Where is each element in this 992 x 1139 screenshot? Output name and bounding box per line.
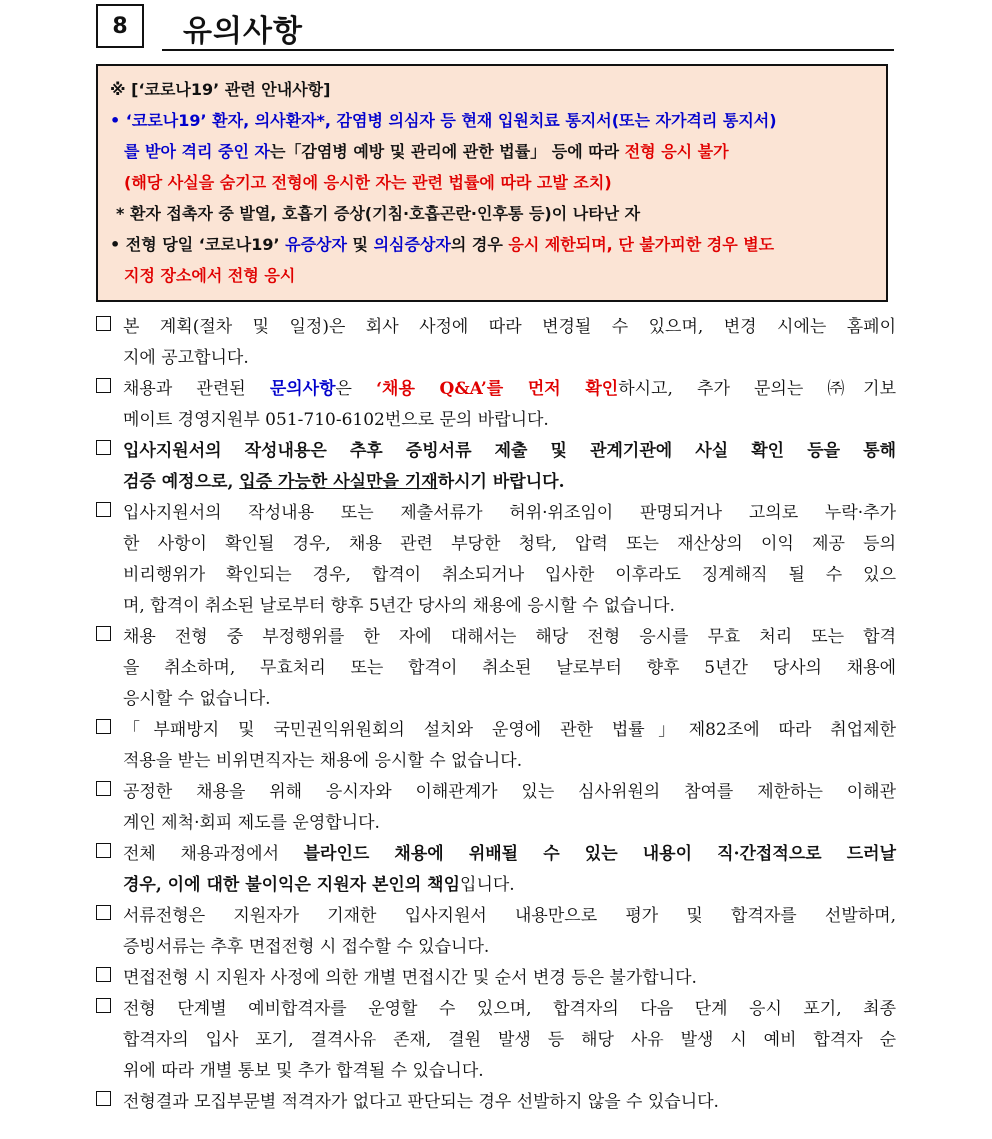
item-line: 서류전형은 지원자가 기재한 입사지원서 내용만으로 평가 및 합격자를 선발하며, xyxy=(123,906,896,926)
notice-text-blue: 를 받아 격리 중인 자 xyxy=(124,142,270,161)
list-item xyxy=(96,901,896,963)
notice-text: 및 xyxy=(346,235,374,254)
item-text: 하시고, 추가 문의는 ㈜기보 xyxy=(618,379,896,399)
item-line: 입사지원서의 작성내용 또는 제출서류가 허위·위조임이 판명되거나 고의로 누락·추가 xyxy=(123,503,896,523)
section-header xyxy=(96,4,894,52)
checkbox-square-icon xyxy=(96,1091,111,1106)
notice-text: 의 경우 xyxy=(450,235,509,254)
item-text-underlined: 입증 가능한 사실만을 기재 xyxy=(239,472,438,492)
list-item xyxy=(96,436,896,498)
checkbox-square-icon xyxy=(96,378,111,393)
item-text-blue: 문의사항 xyxy=(269,379,336,399)
notice-heading: ※ [‘코로나19’ 관련 안내사항] xyxy=(110,80,331,99)
item-line xyxy=(123,374,896,405)
item-line: 본 계획(절차 및 일정)은 회사 사정에 따라 변경될 수 있으며, 변경 시에는 홈페이 xyxy=(123,317,896,337)
section-number: 8 xyxy=(96,4,144,48)
list-item xyxy=(96,498,896,622)
notice-bullet-1-line-3: (해당 사실을 숨기고 전형에 응시한 자는 관련 법률에 따라 고발 조치) xyxy=(124,173,612,192)
item-text-bold: 경우, 이에 대한 불이익은 지원자 본인의 책임 xyxy=(123,875,461,895)
item-line: 합격자의 입사 포기, 결격사유 존재, 결원 발생 등 해당 사유 발생 시 예비 합격자 순 xyxy=(123,1030,896,1050)
item-text-red: ‘채용 Q&A’를 먼저 확인 xyxy=(376,379,619,399)
checkbox-square-icon xyxy=(96,626,111,641)
notice-text-blue: 의심증상자 xyxy=(373,235,451,254)
item-text: 전체 채용과정에서 xyxy=(123,844,304,864)
item-text: 은 xyxy=(335,379,377,399)
notice-bullet-2-line-1 xyxy=(110,229,876,260)
item-line xyxy=(123,870,896,901)
item-line: 을 취소하며, 무효처리 또는 합격이 취소된 날로부터 향후 5년간 당사의 채용에 xyxy=(123,658,896,678)
item-line: 면접전형 시 지원자 사정에 의한 개별 면접시간 및 순서 변경 등은 불가합니다. xyxy=(123,968,697,988)
item-text-bold: 블라인드 채용에 위배될 수 있는 내용이 직·간접적으로 드러날 xyxy=(303,844,896,864)
item-line: 응시할 수 없습니다. xyxy=(123,689,271,709)
item-line: 비리행위가 확인되는 경우, 합격이 취소되거나 입사한 이후라도 징계해직 될 수 있으 xyxy=(123,565,896,585)
list-item xyxy=(96,312,896,374)
list-item xyxy=(96,839,896,901)
checkbox-square-icon xyxy=(96,967,111,982)
item-line: 적용을 받는 비위면직자는 채용에 응시할 수 없습니다. xyxy=(123,751,523,771)
title-underline xyxy=(162,49,894,51)
item-line xyxy=(123,467,896,498)
item-text: 입니다. xyxy=(460,875,515,895)
checkbox-square-icon xyxy=(96,719,111,734)
notice-text-red: 응시 제한되며, 단 불가피한 경우 별도 xyxy=(508,235,775,254)
item-line: 지에 공고합니다. xyxy=(123,348,249,368)
notice-text-red: 전형 응시 불가 xyxy=(624,142,729,161)
section-title: 유의사항 xyxy=(183,14,303,49)
item-line: 증빙서류는 추후 면접전형 시 접수할 수 있습니다. xyxy=(123,937,490,957)
notice-bullet-2-line-2: 지정 장소에서 전형 응시 xyxy=(124,266,296,285)
checkbox-square-icon xyxy=(96,843,111,858)
checkbox-square-icon xyxy=(96,781,111,796)
item-line: 전형 단계별 예비합격자를 운영할 수 있으며, 합격자의 다음 단계 응시 포기, 최종 xyxy=(123,999,896,1019)
item-line xyxy=(123,839,896,870)
item-line: 며, 합격이 취소된 날로부터 향후 5년간 당사의 채용에 응시할 수 없습니다. xyxy=(123,596,675,616)
checkbox-square-icon xyxy=(96,905,111,920)
notice-text-blue: 유증상자 xyxy=(285,235,347,254)
item-line: 채용 전형 중 부정행위를 한 자에 대해서는 해당 전형 응시를 무효 처리 또는 합격 xyxy=(123,627,896,647)
list-item xyxy=(96,715,896,777)
item-line: 계인 제척·회피 제도를 운영합니다. xyxy=(123,813,380,833)
checkbox-square-icon xyxy=(96,998,111,1013)
notes-list xyxy=(96,312,896,1118)
item-text: 검증 예정으로, xyxy=(123,472,240,492)
notice-footnote: * 환자 접촉자 중 발열, 호흡기 증상(기침·호흡곤란·인후통 등)이 나타난 자 xyxy=(116,204,641,223)
item-line: 「부패방지 및 국민권익위원회의 설치와 운영에 관한 법률」제82조에 따라 취업제한 xyxy=(123,720,896,740)
item-line: 위에 따라 개별 통보 및 추가 합격될 수 있습니다. xyxy=(123,1061,484,1081)
item-line: 메이트 경영지원부 051-710-6102번으로 문의 바랍니다. xyxy=(123,410,549,430)
list-item xyxy=(96,622,896,715)
checkbox-square-icon xyxy=(96,316,111,331)
notice-bullet-1-line-2 xyxy=(110,136,876,167)
list-item xyxy=(96,994,896,1087)
notice-text: 는「감염병 예방 및 관리에 관한 법률」 등에 따라 xyxy=(269,142,625,161)
covid-notice-box xyxy=(96,64,888,302)
item-line: 한 사항이 확인될 경우, 채용 관련 부당한 청탁, 압력 또는 재산상의 이익 제공 등의 xyxy=(123,534,896,554)
item-text: 채용과 관련된 xyxy=(123,379,270,399)
item-line: 입사지원서의 작성내용은 추후 증빙서류 제출 및 관계기관에 사실 확인 등을 통해 xyxy=(123,441,896,461)
checkbox-square-icon xyxy=(96,440,111,455)
notice-text: • 전형 당일 ‘코로나19’ xyxy=(110,235,286,254)
notice-bullet-1-line-1: • ‘코로나19’ 환자, 의사환자*, 감염병 의심자 등 현재 입원치료 통지서(또는 자가격리 통지서) xyxy=(110,111,777,130)
item-text: 하시기 바랍니다. xyxy=(437,472,565,492)
list-item xyxy=(96,963,896,994)
list-item xyxy=(96,777,896,839)
checkbox-square-icon xyxy=(96,502,111,517)
list-item xyxy=(96,1087,896,1118)
item-line: 전형결과 모집부문별 적격자가 없다고 판단되는 경우 선발하지 않을 수 있습니다. xyxy=(123,1092,719,1112)
item-line: 공정한 채용을 위해 응시자와 이해관계가 있는 심사위원의 참여를 제한하는 이해관 xyxy=(123,782,896,802)
list-item xyxy=(96,374,896,436)
